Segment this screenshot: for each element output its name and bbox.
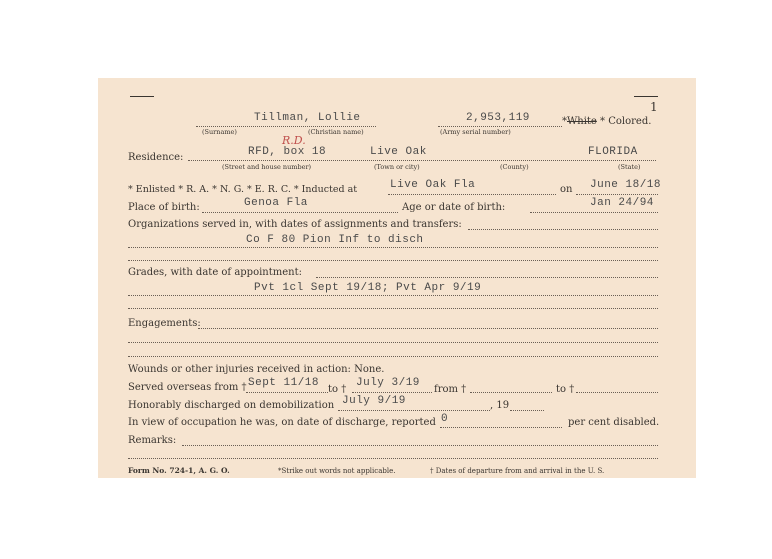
race-prefix: * [562, 116, 567, 127]
street-value: RFD, box 18 [248, 146, 327, 158]
remarks-line-1 [182, 445, 658, 446]
serial-line [438, 126, 562, 127]
discharge-line [338, 410, 490, 411]
state-value: FLORIDA [588, 146, 638, 158]
birth-place-value: Genoa Fla [244, 197, 308, 209]
disability-suffix: per cent disabled. [568, 417, 660, 428]
enlistment-label: * Enlisted * R. A. * N. G. * E. R. C. * Inducted at [128, 184, 358, 195]
engagements-line-1 [198, 328, 658, 329]
name-line [196, 126, 376, 127]
engagements-line-3 [128, 356, 658, 357]
county-caption: (County) [500, 163, 529, 171]
footer-note-dates: † Dates of departure from and arrival in the U. S. [430, 467, 605, 475]
grades-line-2 [128, 295, 658, 296]
disability-label: In view of occupation he was, on date of discharge, reported [128, 417, 436, 428]
enlistment-on-label: on [560, 184, 573, 195]
top-left-rule [130, 96, 154, 97]
enlistment-place-line [388, 194, 556, 195]
form-number: Form No. 724-1, A. G. O. [128, 466, 230, 475]
organizations-line-2 [128, 247, 658, 248]
overseas-to-line [352, 392, 432, 393]
overseas-to-value: July 3/19 [356, 377, 420, 389]
discharge-value: July 9/19 [342, 395, 406, 407]
remarks-line-2 [128, 458, 658, 459]
engagements-label: Engagements: [128, 318, 201, 329]
service-record-card [98, 78, 696, 478]
discharge-year-label: , 19 [490, 400, 510, 411]
overseas-from2-label: from † [434, 384, 467, 395]
grades-label: Grades, with date of appointment: [128, 267, 302, 278]
organizations-line-1 [468, 229, 658, 230]
town-caption: (Town or city) [374, 163, 420, 171]
enlistment-place: Live Oak Fla [390, 179, 476, 191]
town-value: Live Oak [370, 146, 427, 158]
footer-note-strike: *Strike out words not applicable. [278, 467, 396, 475]
street-caption: (Street and house number) [222, 163, 312, 171]
enlistment-date: June 18/18 [590, 179, 662, 191]
card-number: 1 [650, 100, 658, 114]
disability-line [440, 427, 562, 428]
race-label [562, 116, 651, 127]
handwritten-note: R.D. [282, 134, 306, 147]
overseas-to2-line [576, 392, 658, 393]
age-line [530, 212, 658, 213]
discharge-year-line [510, 410, 544, 411]
race-value: * Colored. [600, 116, 652, 127]
residence-line [188, 160, 656, 161]
age-value: Jan 24/94 [590, 197, 654, 209]
overseas-label: Served overseas from † [128, 382, 247, 393]
serial-value: 2,953,119 [466, 112, 530, 124]
overseas-from-line [246, 392, 328, 393]
race-struck: White [567, 116, 597, 127]
serial-caption: (Army serial number) [440, 128, 511, 136]
grades-line-1 [316, 277, 658, 278]
overseas-from2-line [470, 392, 552, 393]
overseas-to2-label: to † [556, 384, 575, 395]
birth-place-label: Place of birth: [128, 202, 200, 213]
enlistment-date-line [576, 194, 658, 195]
remarks-label: Remarks: [128, 435, 177, 446]
organizations-label: Organizations served in, with dates of assignments and transfers: [128, 219, 462, 230]
top-right-rule [634, 96, 658, 97]
discharge-label: Honorably discharged on demobilization [128, 400, 335, 411]
engagements-line-2 [128, 342, 658, 343]
overseas-to-label: to † [328, 384, 347, 395]
birth-place-line [202, 212, 398, 213]
residence-label: Residence: [128, 152, 184, 163]
grades-value: Pvt 1cl Sept 19/18; Pvt Apr 9/19 [254, 282, 482, 294]
organizations-value: Co F 80 Pion Inf to disch [246, 234, 424, 246]
age-label: Age or date of birth: [402, 202, 506, 213]
christian-caption: (Christian name) [308, 128, 364, 136]
organizations-line-3 [128, 260, 658, 261]
surname-caption: (Surname) [202, 128, 237, 136]
surname-value: Tillman, Lollie [254, 112, 361, 124]
wounds-label: Wounds or other injuries received in action: None. [128, 364, 385, 375]
grades-line-3 [128, 308, 658, 309]
overseas-from-value: Sept 11/18 [248, 377, 320, 389]
disability-value: 0 [441, 413, 449, 425]
state-caption: (State) [618, 163, 641, 171]
